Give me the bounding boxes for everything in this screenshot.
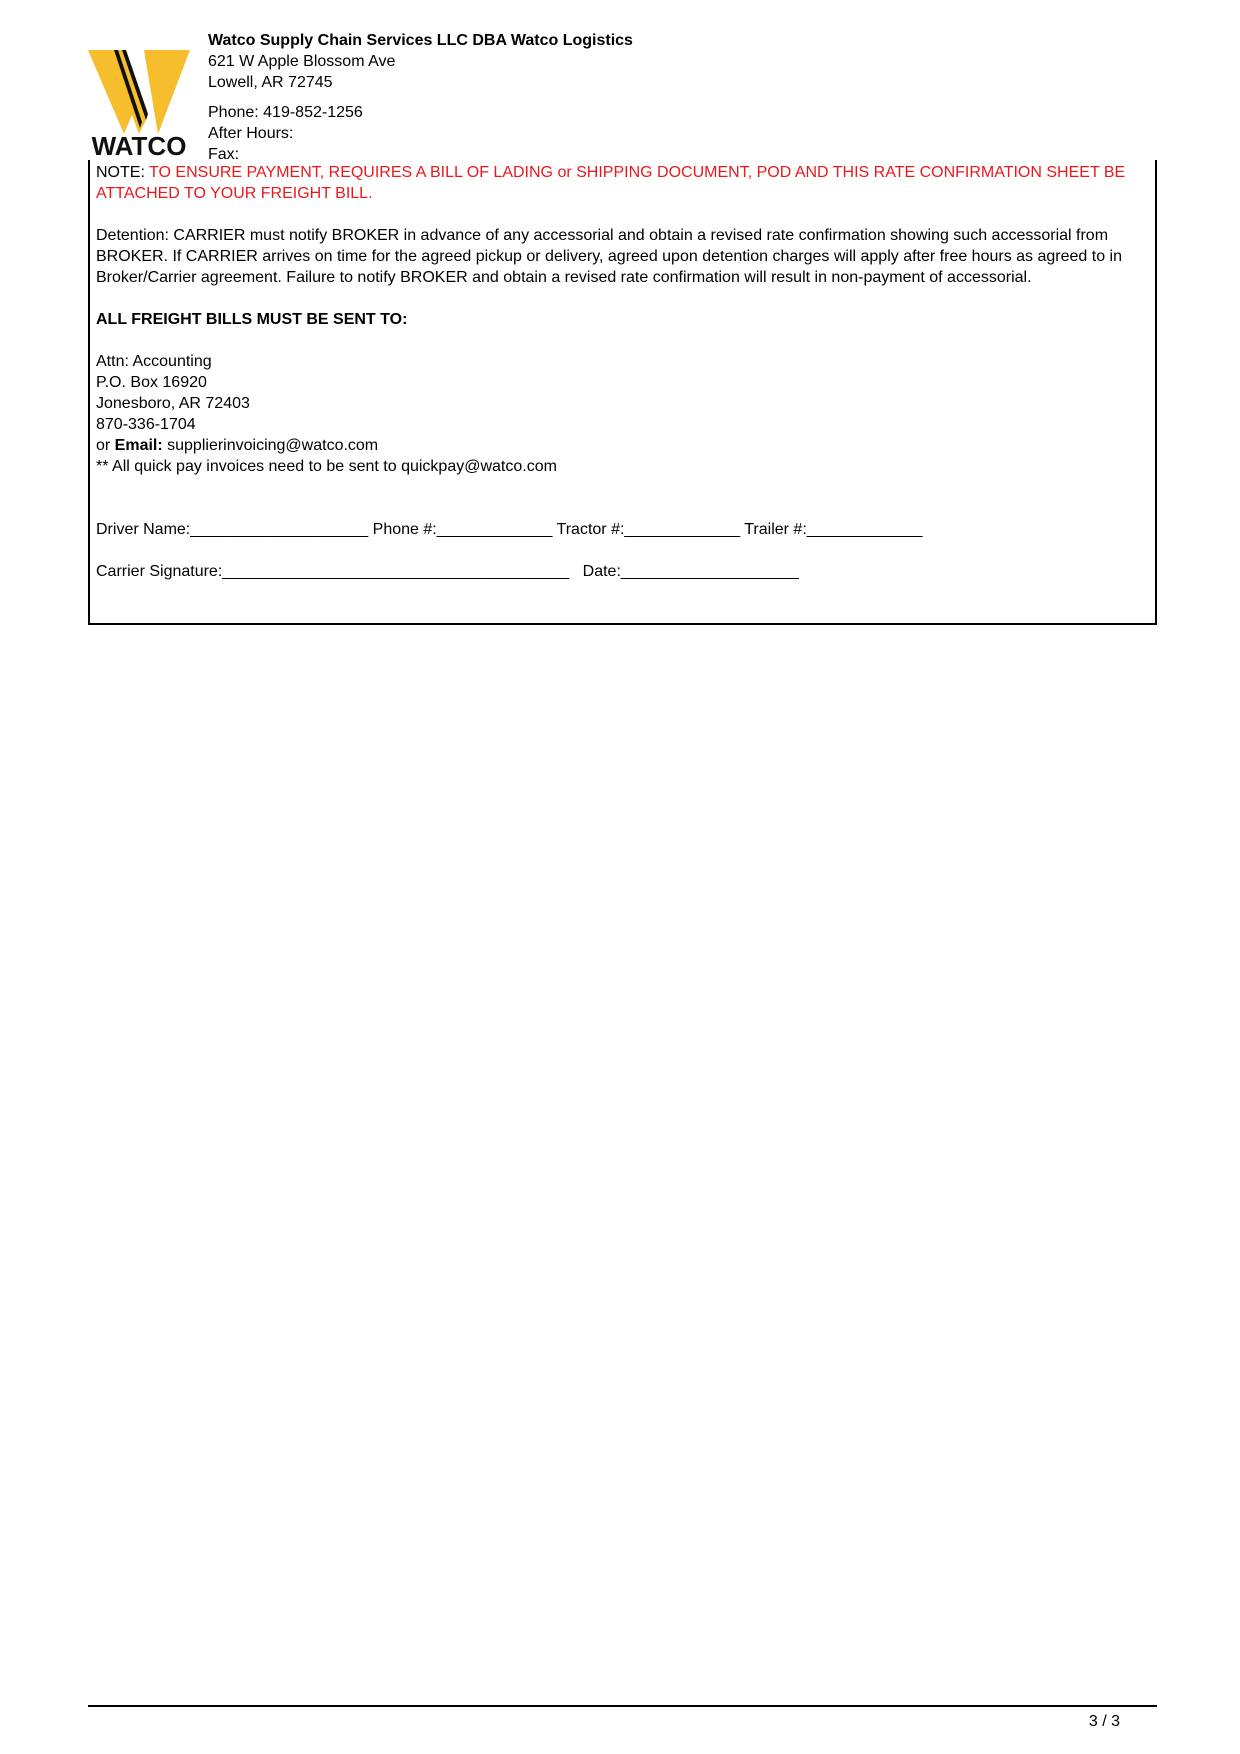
- page-number: 3 / 3: [1088, 1713, 1120, 1730]
- company-fax: Fax:: [208, 146, 240, 163]
- footer-rule: [88, 1705, 1157, 1707]
- terms-box: [88, 160, 1157, 625]
- billing-phone: 870-336-1704: [96, 416, 196, 433]
- company-info: [208, 30, 633, 165]
- company-name: Watco Supply Chain Services LLC DBA Watco Logistics: [208, 32, 633, 49]
- email-label: Email:: [114, 437, 163, 454]
- carrier-signature-line: Carrier Signature:_______________________________________ Date:____________________: [96, 563, 799, 580]
- watco-logo: [88, 48, 190, 160]
- billing-email-line: [96, 435, 1146, 456]
- company-address-line1: 621 W Apple Blossom Ave: [208, 53, 396, 70]
- payment-note: [96, 162, 1146, 204]
- billing-po-box: P.O. Box 16920: [96, 374, 207, 391]
- company-phone: Phone: 419-852-1256: [208, 104, 363, 121]
- driver-info-line: Driver Name:____________________ Phone #:_____________ Tractor #:_____________ Trailer #:_____________: [96, 521, 923, 538]
- note-text: TO ENSURE PAYMENT, REQUIRES A BILL OF LADING or SHIPPING DOCUMENT, POD AND THIS RATE CONFIRMATION SHEET BE ATTACHED TO YOUR FREIGHT BILL.: [96, 164, 1126, 202]
- note-label: NOTE:: [96, 164, 150, 181]
- company-address-line2: Lowell, AR 72745: [208, 74, 333, 91]
- billing-attn: Attn: Accounting: [96, 353, 212, 370]
- email-prefix: or: [96, 437, 115, 454]
- billing-city: Jonesboro, AR 72403: [96, 395, 250, 412]
- billing-heading: ALL FREIGHT BILLS MUST BE SENT TO:: [96, 311, 408, 328]
- detention-paragraph: Detention: CARRIER must notify BROKER in advance of any accessorial and obtain a revised rate confirmation showing such accessorial from BROKER. If CARRIER arrives on time for the agreed pickup or delivery, agreed upon detention charges will apply after free hours as agreed to in Broker/Carrier agreement. Failure to notify BROKER and obtain a revised rate confirmation will result in non-payment of accessorial.: [96, 227, 1122, 286]
- logo-wordmark: WATCO: [91, 131, 187, 161]
- company-after-hours: After Hours:: [208, 125, 294, 142]
- quick-pay-note: ** All quick pay invoices need to be sent to quickpay@watco.com: [96, 458, 557, 475]
- billing-email: supplierinvoicing@watco.com: [162, 437, 379, 454]
- watco-w-mark-icon: [88, 48, 190, 134]
